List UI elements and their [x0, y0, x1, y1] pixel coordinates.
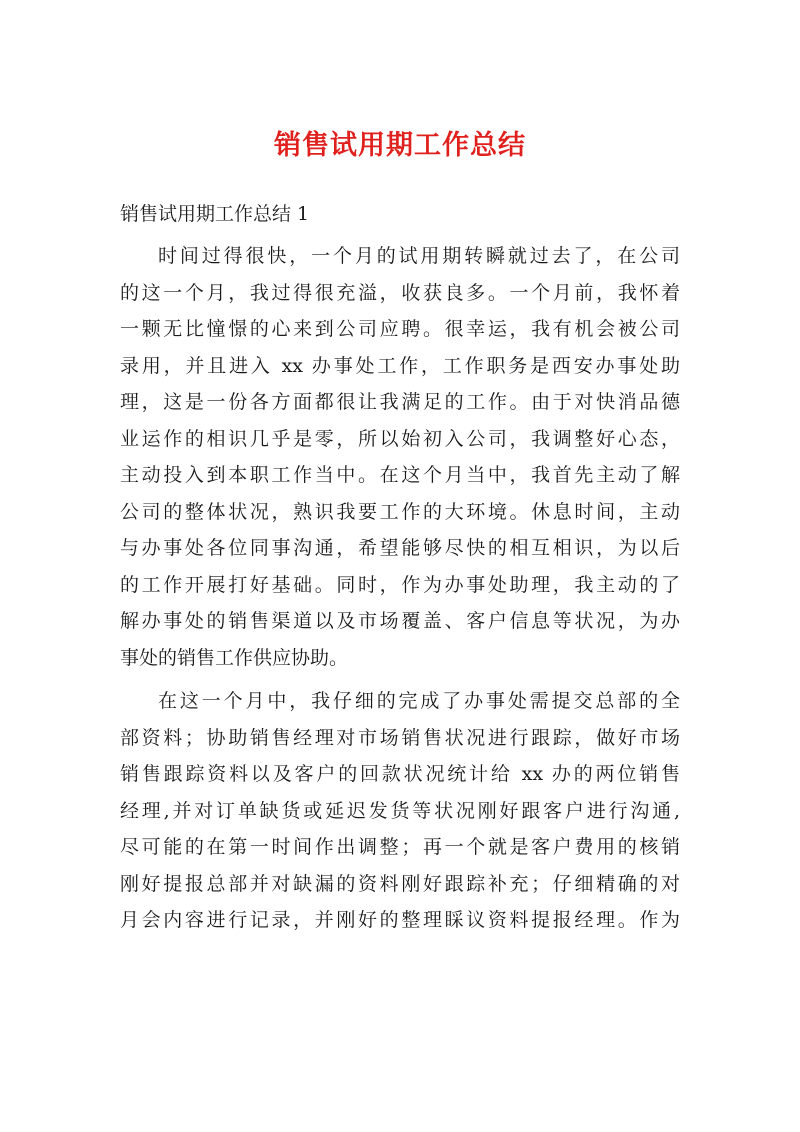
text-line: 尽可能的在第一时间作出调整；再一个就是客户费用的核销 [120, 836, 680, 858]
text-line: 月会内容进行记录，并刚好的整理睬议资料提报经理。作为 [120, 909, 680, 931]
text-line: 业运作的相识几乎是零，所以始初入公司，我调整好心态， [120, 427, 680, 450]
text-line: 主动投入到本职工作当中。在这个月当中，我首先主动了解 [120, 464, 680, 486]
text-line: 时间过得很快，一个月的试用期转瞬就过去了，在公司 [158, 245, 680, 267]
body-text [120, 238, 680, 946]
text-line: 的工作开展打好基础。同时，作为办事处助理，我主动的了 [120, 573, 680, 596]
text-line: 与办事处各位同事沟通，希望能够尽快的相互相识，为以后 [120, 537, 680, 559]
text-line: 解办事处的销售渠道以及市场覆盖、客户信息等状况，为办 [120, 610, 680, 632]
text-line: 录用，并且进入 xx 办事处工作，工作职务是西安办事处助 [120, 354, 680, 377]
text-line: 公司的整体状况，熟识我要工作的大环境。休息时间，主动 [120, 500, 680, 523]
paragraph-2 [120, 683, 680, 939]
text-line: 的这一个月，我过得很充溢，收获良多。一个月前，我怀着 [120, 281, 680, 304]
text-line: 经理,并对订单缺货或延迟发货等状况刚好跟客户进行沟通, [120, 799, 680, 822]
text-line: 在这一个月中，我仔细的完成了办事处需提交总部的全 [158, 690, 680, 712]
text-line: 销售跟踪资料以及客户的回款状况统计给 xx 办的两位销售 [120, 763, 680, 785]
section-heading: 销售试用期工作总结 1 [120, 203, 310, 225]
paragraph-1 [120, 238, 680, 676]
text-line: 事处的销售工作供应协助。 [120, 646, 349, 669]
text-line: 部资料；协助销售经理对市场销售状况进行跟踪，做好市场 [120, 726, 680, 749]
document-title: 销售试用期工作总结 [274, 130, 526, 161]
text-line: 刚好提报总部并对缺漏的资料刚好跟踪补充；仔细精确的对 [120, 872, 680, 895]
text-line: 理，这是一份各方面都很让我满足的工作。由于对快消品德 [120, 391, 680, 413]
text-line: 一颗无比憧憬的心来到公司应聘。很幸运，我有机会被公司 [120, 318, 680, 340]
